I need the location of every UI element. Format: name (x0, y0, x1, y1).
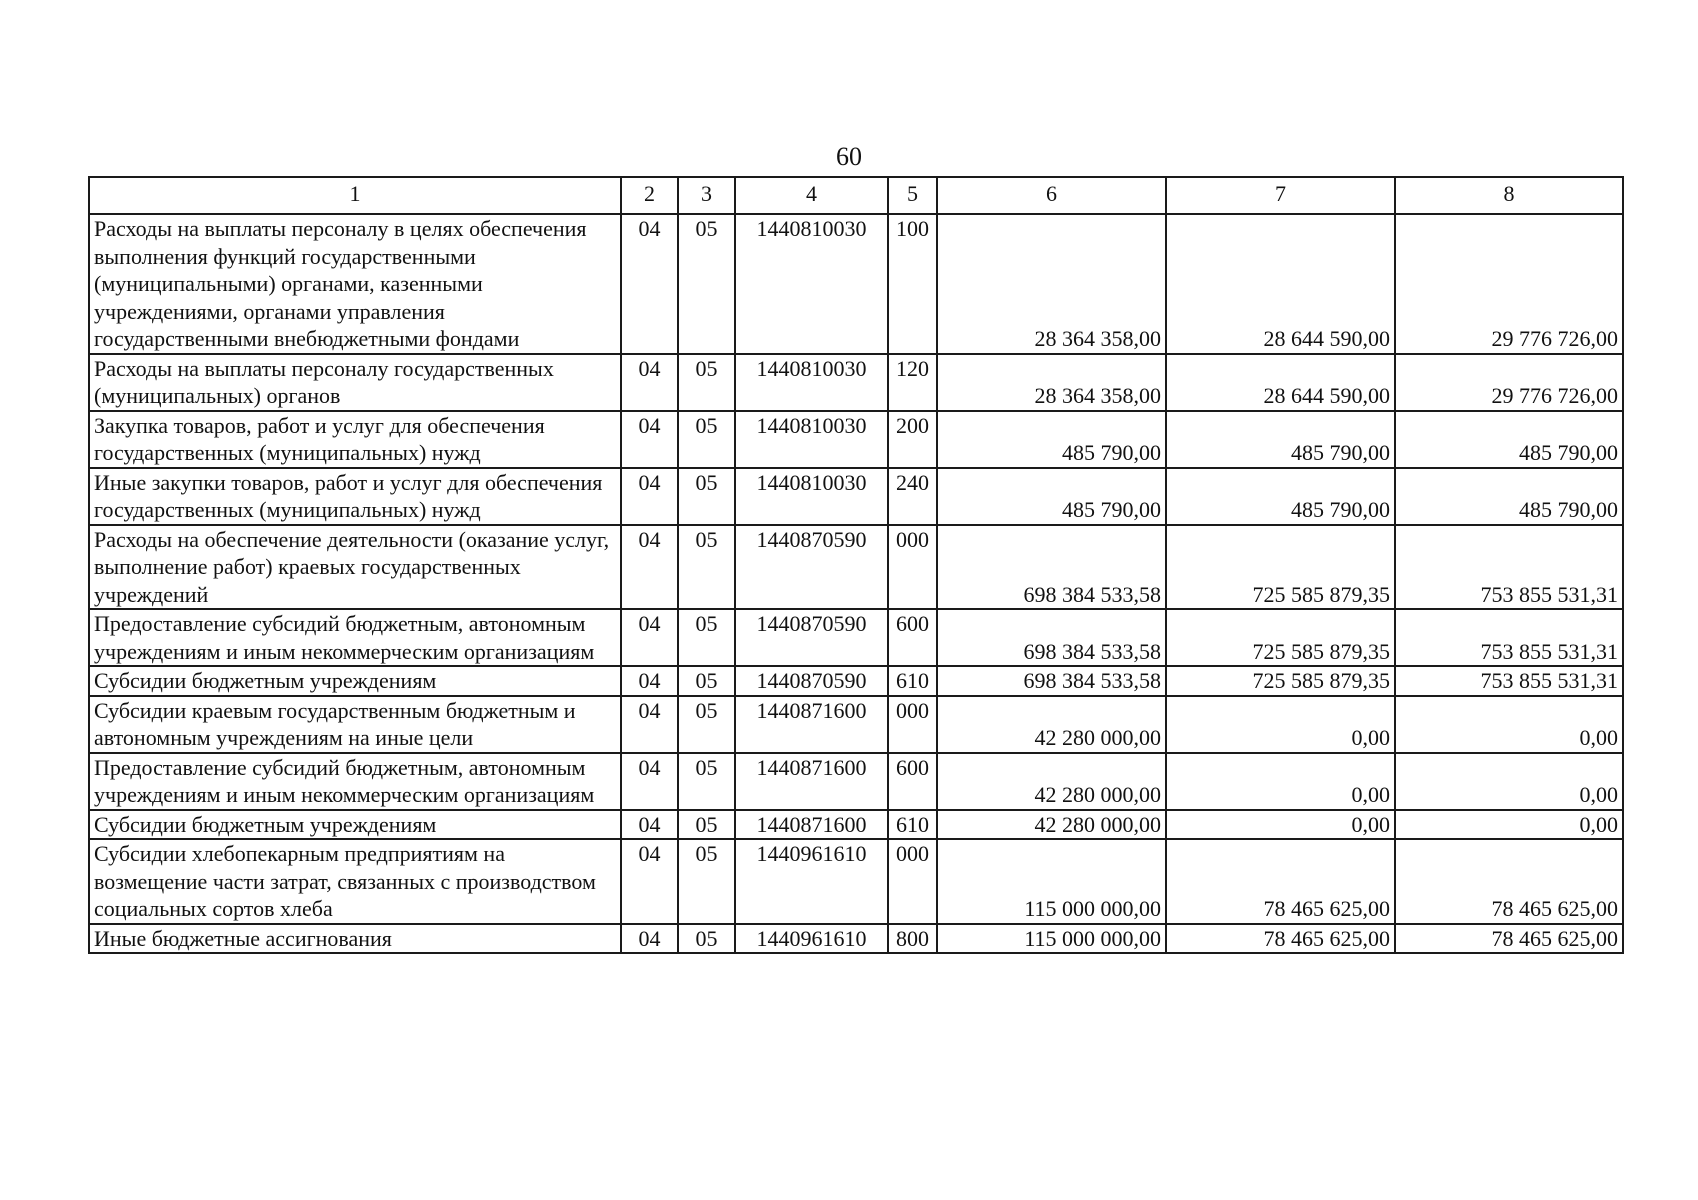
section-code: 04 (621, 810, 678, 840)
expense-type-code: 000 (888, 696, 937, 753)
subsection-code: 05 (678, 525, 735, 610)
table-row (89, 354, 1623, 411)
amount-col6: 485 790,00 (937, 468, 1166, 525)
subsection-code: 05 (678, 696, 735, 753)
amount-col8: 753 855 531,31 (1395, 666, 1623, 696)
subsection-code: 05 (678, 839, 735, 924)
expense-name: Закупка товаров, работ и услуг для обеспечения государственных (муниципальных) нужд (89, 411, 621, 468)
target-article-code: 1440871600 (735, 810, 888, 840)
expense-type-code: 600 (888, 609, 937, 666)
amount-col7: 28 644 590,00 (1166, 214, 1395, 354)
expense-name: Предоставление субсидий бюджетным, автономным учреждениям и иным некоммерческим организациям (89, 753, 621, 810)
amount-col6: 698 384 533,58 (937, 609, 1166, 666)
target-article-code: 1440810030 (735, 468, 888, 525)
expense-name: Иные бюджетные ассигнования (89, 924, 621, 954)
table-row (89, 525, 1623, 610)
expense-type-code: 100 (888, 214, 937, 354)
amount-col6: 115 000 000,00 (937, 839, 1166, 924)
subsection-code: 05 (678, 468, 735, 525)
section-code: 04 (621, 411, 678, 468)
target-article-code: 1440810030 (735, 214, 888, 354)
amount-col6: 28 364 358,00 (937, 354, 1166, 411)
target-article-code: 1440810030 (735, 411, 888, 468)
expense-name: Расходы на выплаты персоналу в целях обеспечения выполнения функций государственными (муниципальными) органами, казенными учреждениями, органами управления государственными внебюджетными фондами (89, 214, 621, 354)
table-row (89, 411, 1623, 468)
amount-col7: 725 585 879,35 (1166, 609, 1395, 666)
target-article-code: 1440870590 (735, 666, 888, 696)
section-code: 04 (621, 839, 678, 924)
expense-name: Предоставление субсидий бюджетным, автономным учреждениям и иным некоммерческим организациям (89, 609, 621, 666)
subsection-code: 05 (678, 214, 735, 354)
amount-col7: 485 790,00 (1166, 468, 1395, 525)
amount-col7: 485 790,00 (1166, 411, 1395, 468)
amount-col8: 753 855 531,31 (1395, 609, 1623, 666)
section-code: 04 (621, 666, 678, 696)
expense-type-code: 800 (888, 924, 937, 954)
table-row (89, 214, 1623, 354)
target-article-code: 1440871600 (735, 753, 888, 810)
amount-col7: 0,00 (1166, 753, 1395, 810)
section-code: 04 (621, 468, 678, 525)
table-row (89, 696, 1623, 753)
column-header: 1 (89, 177, 621, 214)
table-row (89, 666, 1623, 696)
amount-col7: 725 585 879,35 (1166, 525, 1395, 610)
subsection-code: 05 (678, 810, 735, 840)
amount-col7: 78 465 625,00 (1166, 924, 1395, 954)
expense-name: Расходы на обеспечение деятельности (оказание услуг, выполнение работ) краевых государственных учреждений (89, 525, 621, 610)
section-code: 04 (621, 696, 678, 753)
amount-col7: 0,00 (1166, 696, 1395, 753)
target-article-code: 1440870590 (735, 609, 888, 666)
section-code: 04 (621, 924, 678, 954)
table-row (89, 753, 1623, 810)
amount-col8: 78 465 625,00 (1395, 924, 1623, 954)
amount-col8: 29 776 726,00 (1395, 214, 1623, 354)
section-code: 04 (621, 753, 678, 810)
subsection-code: 05 (678, 354, 735, 411)
column-header: 4 (735, 177, 888, 214)
column-header: 8 (1395, 177, 1623, 214)
table-row (89, 609, 1623, 666)
amount-col6: 42 280 000,00 (937, 753, 1166, 810)
subsection-code: 05 (678, 411, 735, 468)
expense-name: Субсидии бюджетным учреждениям (89, 666, 621, 696)
expense-name: Субсидии краевым государственным бюджетным и автономным учреждениям на иные цели (89, 696, 621, 753)
column-header: 6 (937, 177, 1166, 214)
section-code: 04 (621, 354, 678, 411)
amount-col6: 698 384 533,58 (937, 666, 1166, 696)
amount-col8: 0,00 (1395, 753, 1623, 810)
subsection-code: 05 (678, 753, 735, 810)
amount-col8: 485 790,00 (1395, 411, 1623, 468)
section-code: 04 (621, 214, 678, 354)
subsection-code: 05 (678, 609, 735, 666)
table-row (89, 468, 1623, 525)
expense-name: Субсидии хлебопекарным предприятиям на возмещение части затрат, связанных с производством социальных сортов хлеба (89, 839, 621, 924)
amount-col7: 725 585 879,35 (1166, 666, 1395, 696)
column-header: 3 (678, 177, 735, 214)
section-code: 04 (621, 609, 678, 666)
target-article-code: 1440961610 (735, 839, 888, 924)
expense-type-code: 200 (888, 411, 937, 468)
amount-col7: 78 465 625,00 (1166, 839, 1395, 924)
table-row (89, 810, 1623, 840)
column-header: 5 (888, 177, 937, 214)
target-article-code: 1440870590 (735, 525, 888, 610)
expense-name: Расходы на выплаты персоналу государственных (муниципальных) органов (89, 354, 621, 411)
amount-col8: 485 790,00 (1395, 468, 1623, 525)
section-code: 04 (621, 525, 678, 610)
amount-col6: 42 280 000,00 (937, 696, 1166, 753)
page-number: 60 (836, 142, 862, 171)
amount-col7: 0,00 (1166, 810, 1395, 840)
amount-col8: 78 465 625,00 (1395, 839, 1623, 924)
table-row (89, 924, 1623, 954)
target-article-code: 1440810030 (735, 354, 888, 411)
column-header: 7 (1166, 177, 1395, 214)
subsection-code: 05 (678, 666, 735, 696)
expense-type-code: 000 (888, 525, 937, 610)
header-row (89, 177, 1623, 214)
subsection-code: 05 (678, 924, 735, 954)
target-article-code: 1440961610 (735, 924, 888, 954)
amount-col7: 28 644 590,00 (1166, 354, 1395, 411)
expense-name: Иные закупки товаров, работ и услуг для обеспечения государственных (муниципальных) нужд (89, 468, 621, 525)
amount-col6: 42 280 000,00 (937, 810, 1166, 840)
expense-type-code: 610 (888, 666, 937, 696)
expense-name: Субсидии бюджетным учреждениям (89, 810, 621, 840)
amount-col6: 485 790,00 (937, 411, 1166, 468)
expense-type-code: 120 (888, 354, 937, 411)
amount-col6: 115 000 000,00 (937, 924, 1166, 954)
amount-col8: 0,00 (1395, 696, 1623, 753)
expense-type-code: 600 (888, 753, 937, 810)
expense-type-code: 610 (888, 810, 937, 840)
amount-col6: 28 364 358,00 (937, 214, 1166, 354)
amount-col8: 753 855 531,31 (1395, 525, 1623, 610)
budget-table (88, 176, 1624, 954)
amount-col6: 698 384 533,58 (937, 525, 1166, 610)
column-header: 2 (621, 177, 678, 214)
table-row (89, 839, 1623, 924)
amount-col8: 0,00 (1395, 810, 1623, 840)
amount-col8: 29 776 726,00 (1395, 354, 1623, 411)
target-article-code: 1440871600 (735, 696, 888, 753)
expense-type-code: 000 (888, 839, 937, 924)
expense-type-code: 240 (888, 468, 937, 525)
